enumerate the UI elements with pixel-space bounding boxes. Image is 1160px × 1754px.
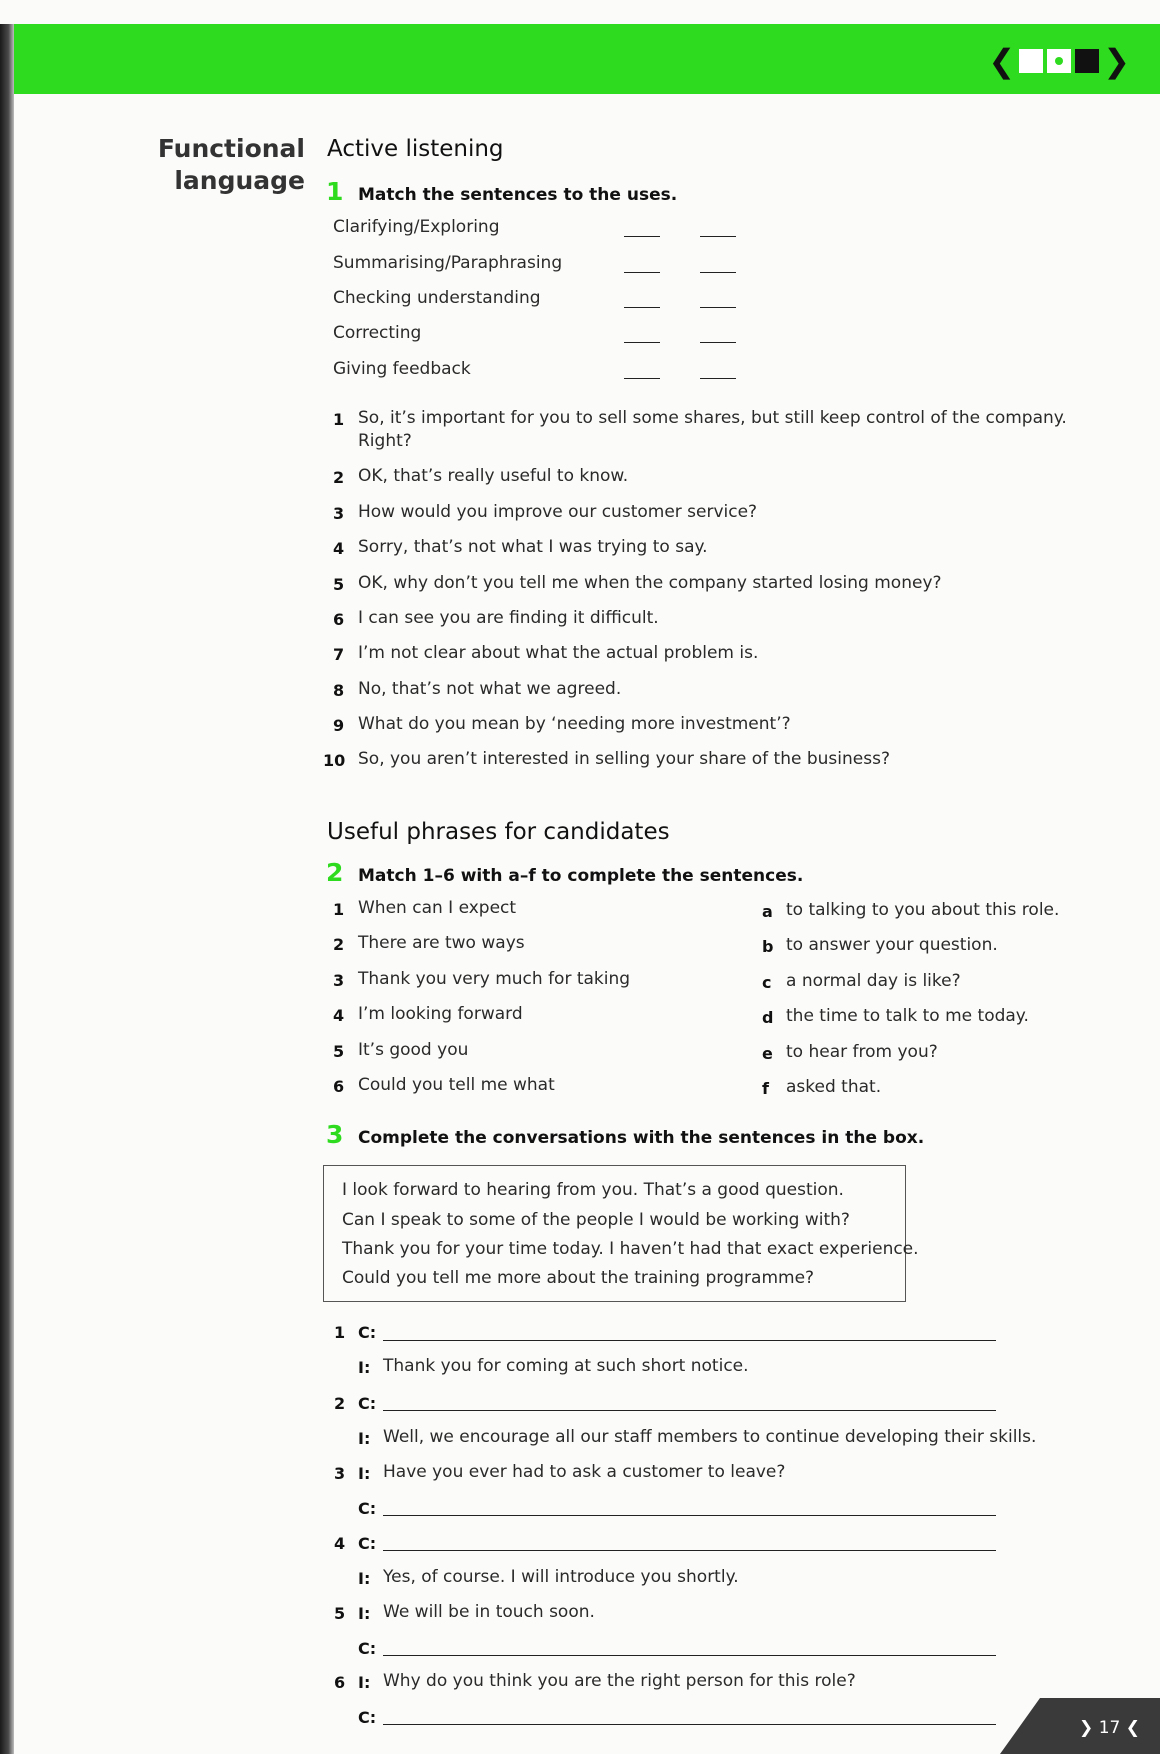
use-label: Checking understanding [333, 288, 541, 308]
use-item [333, 217, 499, 241]
speaker-label: C: [358, 1323, 377, 1342]
match-right-letter: e [762, 1044, 773, 1063]
answer-blank[interactable] [624, 236, 660, 237]
match-left-number: 1 [333, 900, 345, 919]
dialogue-text: Yes, of course. I will introduce you shortly. [383, 1567, 739, 1587]
sentence-number: 6 [333, 610, 345, 629]
section-nav [988, 44, 1130, 78]
side-heading-line1: Functional [157, 134, 305, 163]
sentence-text: No, that’s not what we agreed. [358, 679, 622, 699]
sentence-number: 9 [333, 716, 345, 735]
page-number [1079, 1718, 1140, 1738]
match-right-text: the time to talk to me today. [786, 1006, 1029, 1026]
sentence-text: OK, that’s really useful to know. [358, 466, 629, 486]
page-number-value: 17 [1098, 1718, 1121, 1738]
conversation-number: 3 [334, 1464, 346, 1483]
match-right-letter: f [762, 1079, 769, 1098]
match-right-text: to answer your question. [786, 935, 998, 955]
speaker-label: C: [358, 1394, 377, 1413]
match-left-number: 6 [333, 1077, 345, 1096]
chevron-left-icon: ❮ [1125, 1718, 1140, 1738]
speaker-label: C: [358, 1499, 377, 1518]
answer-blank[interactable] [624, 272, 660, 273]
chevron-left-icon: ❮ [988, 42, 1016, 80]
use-item [333, 253, 562, 277]
match-right-letter: b [762, 937, 774, 956]
match-left-number: 2 [333, 935, 345, 954]
match-left-text: It’s good you [358, 1040, 469, 1060]
answer-line[interactable] [383, 1724, 996, 1725]
match-left-text: When can I expect [358, 898, 517, 918]
match-left-text: There are two ways [358, 933, 525, 953]
exercise-instruction: Complete the conversations with the sentences in the box. [358, 1128, 925, 1148]
match-right-letter: a [762, 902, 773, 921]
match-right-letter: c [762, 973, 772, 992]
match-left-text: Thank you very much for taking [358, 969, 631, 989]
side-heading [150, 133, 305, 197]
match-right-text: asked that. [786, 1077, 882, 1097]
sentence-text: What do you mean by ‘needing more investment’? [358, 714, 791, 734]
square-dot-icon [1047, 49, 1071, 73]
speaker-label: I: [358, 1358, 371, 1377]
answer-blank[interactable] [700, 236, 736, 237]
use-item [333, 288, 541, 312]
exercise-number: 3 [326, 1120, 344, 1149]
speaker-label: C: [358, 1534, 377, 1553]
exercise-instruction: Match the sentences to the uses. [358, 185, 678, 205]
answer-line[interactable] [383, 1655, 996, 1656]
use-item [333, 359, 471, 383]
chevron-right-icon: ❯ [1079, 1718, 1094, 1738]
conversation-number: 1 [334, 1323, 346, 1342]
match-left-number: 3 [333, 971, 345, 990]
use-label: Giving feedback [333, 359, 471, 379]
conversation-number: 6 [334, 1673, 346, 1692]
match-left-text: I’m looking forward [358, 1004, 523, 1024]
match-right-letter: d [762, 1008, 774, 1027]
speaker-label: I: [358, 1673, 371, 1692]
square-black-icon [1075, 49, 1099, 73]
answer-blank[interactable] [700, 272, 736, 273]
answer-line[interactable] [383, 1550, 996, 1551]
speaker-label: C: [358, 1708, 377, 1727]
side-heading-line2: language [174, 166, 305, 195]
answer-blank[interactable] [700, 342, 736, 343]
answer-blank[interactable] [700, 307, 736, 308]
dialogue-text: Have you ever had to ask a customer to leave? [383, 1462, 786, 1482]
sentence-number: 8 [333, 681, 345, 700]
match-right-text: to hear from you? [786, 1042, 938, 1062]
sentence-text: So, it’s important for you to sell some shares, but still keep control of the company. [358, 408, 1067, 428]
answer-line[interactable] [383, 1410, 996, 1411]
dialogue-text: Why do you think you are the right person for this role? [383, 1671, 856, 1691]
sentence-text: OK, why don’t you tell me when the company started losing money? [358, 573, 942, 593]
dialogue-text: We will be in touch soon. [383, 1602, 595, 1622]
chevron-right-icon: ❯ [1103, 42, 1130, 80]
sentence-text: Sorry, that’s not what I was trying to say. [358, 537, 708, 557]
conversation-number: 5 [334, 1604, 346, 1623]
conversation-number: 2 [334, 1394, 346, 1413]
section-title-useful-phrases: Useful phrases for candidates [327, 819, 670, 845]
match-left-number: 4 [333, 1006, 345, 1025]
match-right-text: to talking to you about this role. [786, 900, 1060, 920]
speaker-label: I: [358, 1569, 371, 1588]
box-line: I look forward to hearing from you. That’s a good question. [342, 1180, 844, 1200]
sentence-text: So, you aren’t interested in selling your share of the business? [358, 749, 890, 769]
speaker-label: I: [358, 1464, 371, 1483]
speaker-label: I: [358, 1604, 371, 1623]
conversation-number: 4 [334, 1534, 346, 1553]
sentence-text: I can see you are finding it difficult. [358, 608, 659, 628]
sentence-box [323, 1165, 919, 1302]
box-line: Could you tell me more about the training programme? [342, 1268, 815, 1288]
speaker-label: C: [358, 1639, 377, 1658]
match-left-text: Could you tell me what [358, 1075, 555, 1095]
dialogue-text: Well, we encourage all our staff members to continue developing their skills. [383, 1427, 1037, 1447]
speaker-label: I: [358, 1429, 371, 1448]
box-line: Can I speak to some of the people I would be working with? [342, 1210, 850, 1230]
book-spine [0, 0, 14, 1754]
sentence-number: 2 [333, 468, 345, 487]
match-right-text: a normal day is like? [786, 971, 961, 991]
answer-blank[interactable] [624, 378, 660, 379]
sentence-number: 5 [333, 575, 345, 594]
exercise-number: 2 [326, 858, 344, 887]
use-label: Summarising/Paraphrasing [333, 253, 563, 273]
sentence-text: I’m not clear about what the actual problem is. [358, 643, 759, 663]
use-label: Correcting [333, 323, 422, 343]
match-left-number: 5 [333, 1042, 345, 1061]
sentence-number: 3 [333, 504, 345, 523]
square-white-icon [1019, 49, 1043, 73]
answer-blank[interactable] [624, 307, 660, 308]
answer-line[interactable] [383, 1515, 996, 1516]
box-line: Thank you for your time today. I haven’t had that exact experience. [342, 1239, 919, 1259]
sentence-number: 10 [323, 751, 346, 770]
exercise-instruction: Match 1–6 with a–f to complete the sentences. [358, 866, 804, 886]
dialogue-text: Thank you for coming at such short notice. [383, 1356, 749, 1376]
sentence-number: 1 [333, 410, 345, 429]
sentence-text: How would you improve our customer service? [358, 502, 758, 522]
use-label: Clarifying/Exploring [333, 217, 500, 237]
top-margin [0, 0, 1160, 24]
sentence-number: 4 [333, 539, 345, 558]
sentence-text-cont: Right? [358, 431, 412, 451]
answer-line[interactable] [383, 1340, 996, 1341]
answer-blank[interactable] [624, 342, 660, 343]
use-item [333, 323, 421, 347]
answer-blank[interactable] [700, 378, 736, 379]
sentence-number: 7 [333, 645, 345, 664]
section-title-active-listening: Active listening [327, 136, 504, 162]
exercise-number: 1 [326, 177, 344, 206]
